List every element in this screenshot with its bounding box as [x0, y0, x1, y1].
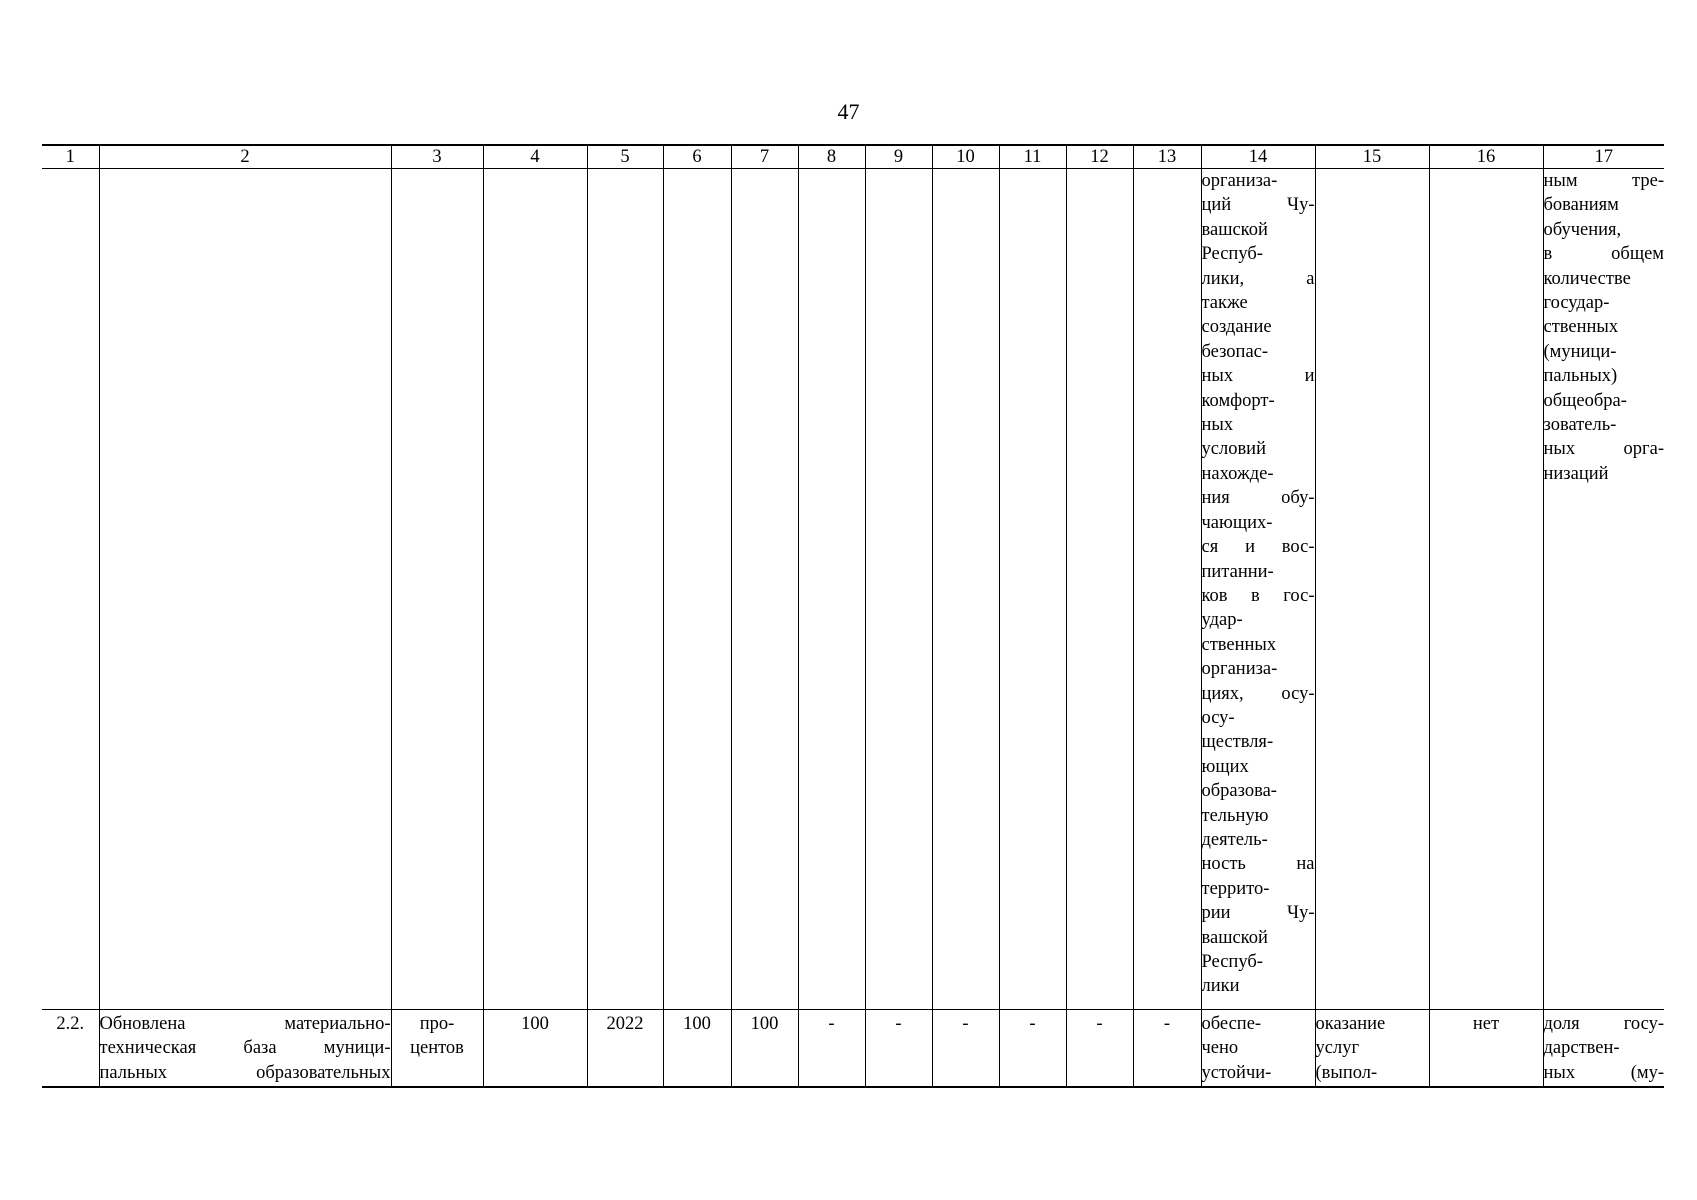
value-cell: -: [999, 1010, 1066, 1088]
table-cell: [999, 169, 1066, 1010]
table-cell: [587, 169, 663, 1010]
column-number: 3: [391, 145, 483, 169]
table-cell: [1066, 169, 1133, 1010]
table-row: [42, 1010, 1664, 1088]
value-cell: -: [932, 1010, 999, 1088]
column-number: 12: [1066, 145, 1133, 169]
value-cell: 100: [483, 1010, 587, 1088]
indicator-text-cell: доля госу- дарствен- ных (му-: [1543, 1010, 1664, 1088]
column-number: 4: [483, 145, 587, 169]
column-number: 7: [731, 145, 798, 169]
column-number: 9: [865, 145, 932, 169]
value-cell: 100: [663, 1010, 731, 1088]
column-number: 10: [932, 145, 999, 169]
table-cell: [1133, 169, 1201, 1010]
result-text-cell: обеспе- чено устойчи-: [1201, 1010, 1315, 1088]
table-cell: [1429, 169, 1543, 1010]
page-number: 47: [837, 99, 860, 124]
column-number: 1: [42, 145, 99, 169]
unit-cell: про- центов: [391, 1010, 483, 1088]
column-number: 16: [1429, 145, 1543, 169]
column-number: 11: [999, 145, 1066, 169]
year-cell: 2022: [587, 1010, 663, 1088]
column-number: 14: [1201, 145, 1315, 169]
item-number-cell: 2.2.: [42, 1010, 99, 1088]
column-number: 6: [663, 145, 731, 169]
table-cell: [1315, 169, 1429, 1010]
result-text-cell: организа- ций Чу- вашской Респуб- лики, а также создание безопас- ных и комфорт- ных условий нахожде- ния обу- чающих- ся и вос- питанни- ков в гос- удар- ственных организа- циях, осу- осу- ществля- ющих образова- тельную деятель- ность на террито- рии Чу- вашской Респуб- лики: [1201, 169, 1315, 1010]
service-text-cell: оказание услуг (выпол-: [1315, 1010, 1429, 1088]
description-cell: Обновлена материально- техническая база муници- пальных образовательных: [99, 1010, 391, 1088]
table-cell: [865, 169, 932, 1010]
table-cell: [663, 169, 731, 1010]
column-number: 15: [1315, 145, 1429, 169]
column-number: 17: [1543, 145, 1664, 169]
column-number: 13: [1133, 145, 1201, 169]
table-cell: [798, 169, 865, 1010]
value-cell: -: [1133, 1010, 1201, 1088]
indicator-text-cell: ным тре- бованиям обучения, в общем количестве государ- ственных (муници- пальных) общеобра- зователь- ных орга- низаций: [1543, 169, 1664, 1010]
column-number-row: [42, 145, 1664, 169]
table-cell: [731, 169, 798, 1010]
table-cell: [932, 169, 999, 1010]
value-cell: -: [798, 1010, 865, 1088]
column-number: 8: [798, 145, 865, 169]
table-cell: [42, 169, 99, 1010]
value-cell: -: [1066, 1010, 1133, 1088]
table-cell: [391, 169, 483, 1010]
column-number: 5: [587, 145, 663, 169]
column-number: 2: [99, 145, 391, 169]
data-table: [42, 144, 1664, 1088]
value-cell: 100: [731, 1010, 798, 1088]
value-cell: -: [865, 1010, 932, 1088]
value-cell: нет: [1429, 1010, 1543, 1088]
table-cell: [99, 169, 391, 1010]
table-row: [42, 169, 1664, 1010]
table-cell: [483, 169, 587, 1010]
